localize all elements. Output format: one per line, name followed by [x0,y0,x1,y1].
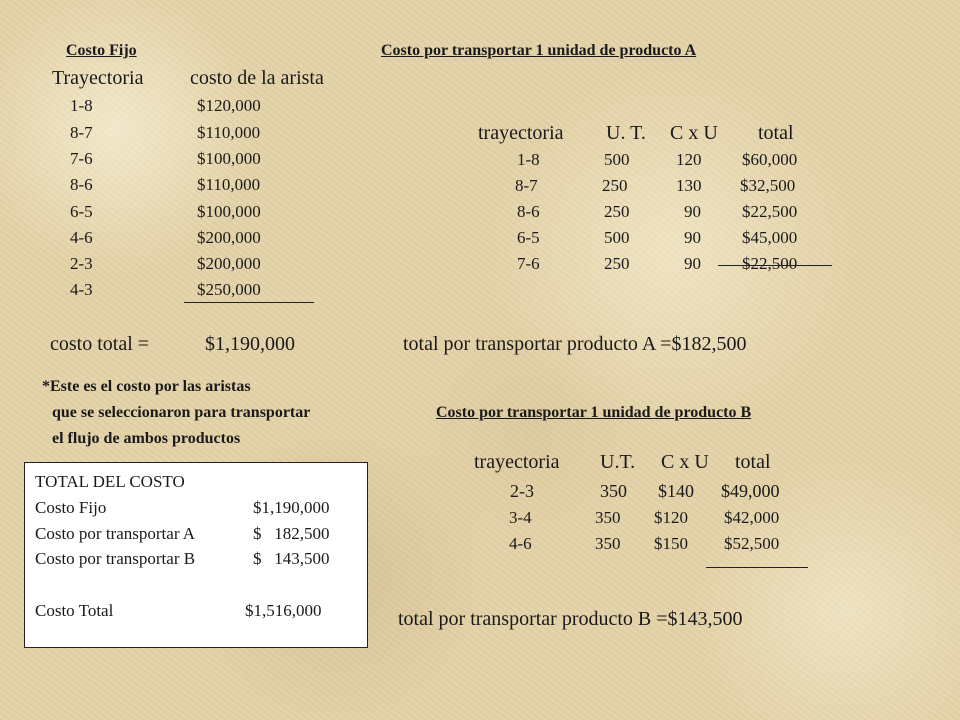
a-row-ut: 250 [602,176,628,195]
total-box-value: $1,190,000 [253,498,330,517]
fijo-row-costo: $110,000 [197,175,261,194]
producto-b-total: total por transportar producto B =$143,500 [398,608,743,630]
a-header-total: total [758,122,794,144]
a-row-ut: 500 [604,150,630,169]
a-row-cxu: 90 [684,202,701,221]
b-header-total: total [735,451,771,473]
note-line: que se seleccionaron para transportar [52,404,311,421]
fijo-row-tray: 4-6 [70,228,93,247]
header-trayectoria: Trayectoria [52,67,144,89]
a-row-total: $45,000 [742,228,798,247]
fijo-row-costo: $200,000 [197,228,261,247]
b-row-ut: 350 [595,534,621,553]
a-row-cxu: 90 [684,228,701,247]
a-row-tray: 8-6 [517,202,540,221]
fijo-row-tray: 8-7 [70,123,93,142]
a-row-ut: 500 [604,228,630,247]
fijo-row-tray: 8-6 [70,175,93,194]
costo-total-label: Costo Total [35,601,114,620]
b-row-cxu: $150 [654,534,688,553]
fijo-row-costo: $100,000 [197,202,261,221]
total-box-label: Costo por transportar B [35,549,196,568]
note-line: el flujo de ambos productos [52,430,241,447]
b-row-total: $49,000 [721,481,780,501]
b-row-cxu: $140 [658,481,694,501]
b-row-tray: 4-6 [509,534,532,553]
costo-fijo-title: Costo Fijo [66,42,137,59]
total-box-label: Costo por transportar A [35,524,196,543]
a-row-tray: 8-7 [515,176,538,195]
a-row-total: $60,000 [742,150,798,169]
b-row-ut: 350 [595,508,621,527]
producto-a-title: Costo por transportar 1 unidad de producto A [381,42,697,59]
producto-a-total: total por transportar producto A =$182,500 [403,333,747,355]
a-row-ut: 250 [604,202,630,221]
note-line: *Este es el costo por las aristas [42,378,251,395]
fijo-row-costo: $200,000 [197,254,261,273]
a-row-tray: 7-6 [517,254,540,273]
b-row-total: $42,000 [724,508,780,527]
costo-total-label: costo total = [50,333,150,355]
b-row-tray: 3-4 [509,508,532,527]
b-header-trayectoria: trayectoria [474,451,560,473]
fijo-row-costo: $100,000 [197,149,261,168]
fijo-row-costo: $110,000 [197,123,261,142]
a-header-trayectoria: trayectoria [478,122,564,144]
b-row-cxu: $120 [654,508,688,527]
fijo-row-tray: 2-3 [70,254,93,273]
a-sum-line [718,265,832,266]
fijo-row-costo: $120,000 [197,96,261,115]
b-row-tray: 2-3 [510,481,534,501]
header-costo-arista: costo de la arista [190,67,324,89]
a-row-cxu: 120 [676,150,702,169]
a-row-cxu: 90 [684,254,701,273]
a-header-cxu: C x U [670,122,718,144]
costo-total-value: $1,516,000 [245,601,322,620]
a-row-ut: 250 [604,254,630,273]
total-del-costo-box [24,462,368,648]
costo-total-value: $1,190,000 [205,333,295,355]
total-box-value: $ 182,500 [253,524,330,543]
producto-b-title: Costo por transportar 1 unidad de producto B [436,404,752,421]
b-sum-line [706,567,808,568]
fijo-row-tray: 4-3 [70,280,93,299]
fijo-row-tray: 1-8 [70,96,93,115]
b-row-ut: 350 [600,481,627,501]
total-box-value: $ 143,500 [253,549,330,568]
a-row-cxu: 130 [676,176,702,195]
fijo-row-tray: 6-5 [70,202,93,221]
total-box-title: TOTAL DEL COSTO [35,472,185,491]
fijo-row-costo: $250,000 [197,280,261,299]
a-row-tray: 1-8 [517,150,540,169]
a-row-total: $22,500 [742,254,798,273]
a-row-tray: 6-5 [517,228,540,247]
b-row-total: $52,500 [724,534,780,553]
total-box-label: Costo Fijo [35,498,107,517]
a-row-total: $22,500 [742,202,798,221]
b-header-cxu: C x U [661,451,709,473]
a-header-ut: U. T. [606,122,646,144]
a-row-total: $32,500 [740,176,796,195]
fijo-sum-line [184,302,314,303]
b-header-ut: U.T. [600,451,636,473]
fijo-row-tray: 7-6 [70,149,93,168]
